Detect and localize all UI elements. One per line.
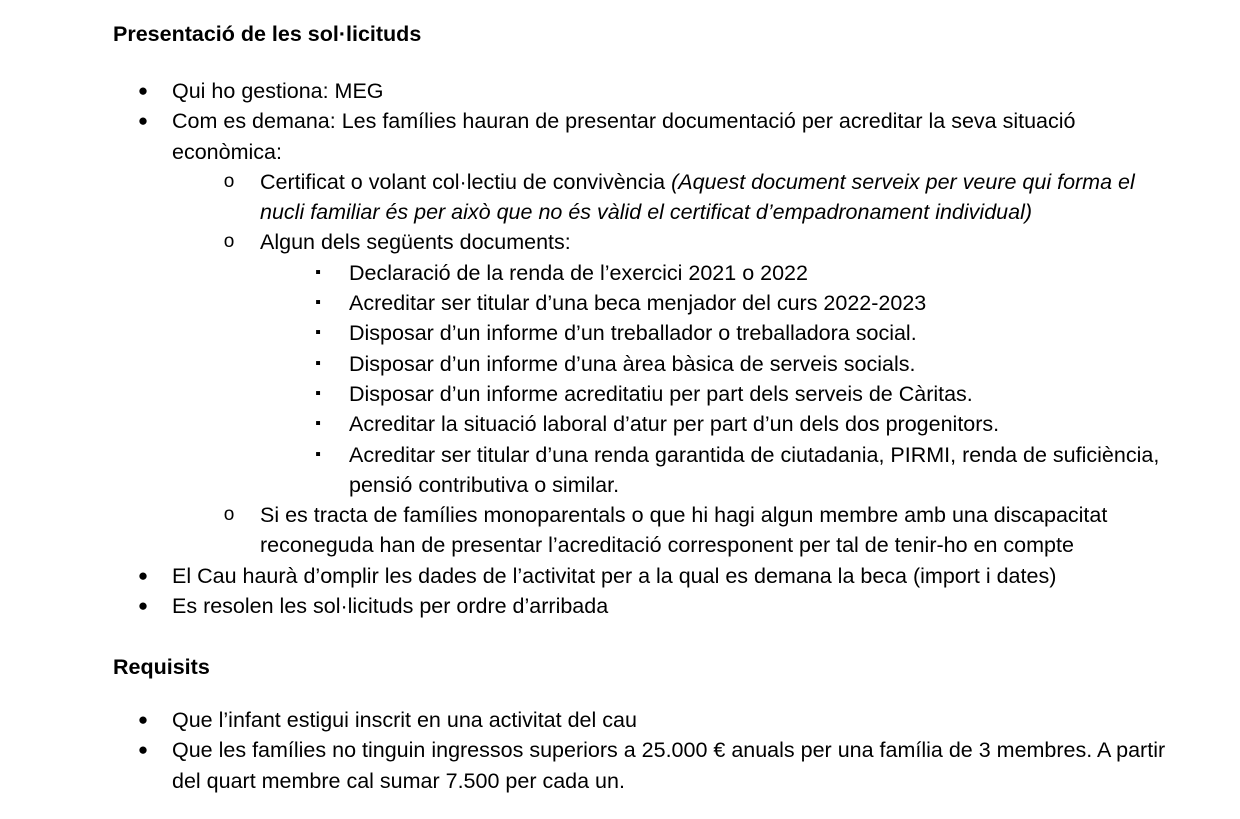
sublist-item-text: Algun dels següents documents: <box>260 230 571 255</box>
square-bullet-icon: ▪ <box>315 263 321 281</box>
list-item-text: Qui ho gestiona: MEG <box>172 79 384 103</box>
sublist-item <box>223 167 1182 228</box>
square-bullet-icon: ▪ <box>315 415 321 433</box>
document-item <box>315 258 1182 288</box>
bullet-icon: ● <box>137 740 149 760</box>
square-bullet-icon: ▪ <box>315 445 321 463</box>
sublist-item <box>223 500 1182 561</box>
bullet-icon: ● <box>137 596 149 616</box>
list-item-text: El Cau haurà d’omplir les dades de l’activitat per a la qual es demana la beca (import i dates) <box>172 563 1057 588</box>
documents-list <box>315 258 1182 500</box>
list-item <box>137 76 1182 106</box>
document-item-text: Acreditar la situació laboral d’atur per part d’un dels dos progenitors. <box>349 412 1000 437</box>
square-bullet-icon: ▪ <box>315 294 321 312</box>
sublist-item-note: (Aquest document serveix per veure qui forma el nucli familiar és per això que no és vàlid el certificat d’empadronament individual) <box>260 169 1135 225</box>
presentacio-list <box>137 76 1182 621</box>
bullet-icon: ● <box>137 111 149 131</box>
circle-bullet-icon: o <box>223 504 235 526</box>
sublist-item-text: Si es tracta de famílies monoparentals o que hi hagi algun membre amb una discapacitat reconeguda han de presentar l’acreditació corresponent per tal de tenir-ho en compte <box>260 503 1108 558</box>
list-item <box>137 106 1182 560</box>
square-bullet-icon: ▪ <box>315 384 321 402</box>
document-item <box>315 379 1182 409</box>
list-item <box>137 561 1182 591</box>
list-item <box>137 735 1182 796</box>
sublist-item-text: Certificat o volant col·lectiu de convivència <box>260 169 672 194</box>
document-item-text: Acreditar ser titular d’una beca menjador del curs 2022-2023 <box>349 291 927 316</box>
document-item-text: Disposar d’un informe d’una àrea bàsica de serveis socials. <box>349 351 916 376</box>
document-item-text: Disposar d’un informe acreditatiu per part dels serveis de Càritas. <box>349 381 973 406</box>
document-item <box>315 318 1182 348</box>
list-item <box>137 705 1182 735</box>
list-item-text: Es resolen les sol·licituds per ordre d’arribada <box>172 594 609 619</box>
list-item-text: Com es demana: Les famílies hauran de presentar documentació per acreditar la seva situació econòmica: <box>172 109 1076 164</box>
square-bullet-icon: ▪ <box>315 354 321 372</box>
document-item <box>315 349 1182 379</box>
bullet-icon: ● <box>137 710 149 729</box>
requisits-list <box>137 705 1182 796</box>
square-bullet-icon: ▪ <box>315 324 321 342</box>
document-item <box>315 409 1182 439</box>
section-heading-requisits: Requisits <box>113 655 210 679</box>
list-item-text: Que l’infant estigui inscrit en una activitat del cau <box>172 708 637 732</box>
bullet-icon: ● <box>137 81 149 100</box>
sublist <box>223 167 1182 561</box>
bullet-icon: ● <box>137 565 149 585</box>
section-heading-presentacio: Presentació de les sol·licituds <box>113 22 422 46</box>
document-item-text: Declaració de la renda de l’exercici 2021 o 2022 <box>349 260 808 285</box>
document-item <box>315 288 1182 318</box>
document-item <box>315 440 1182 501</box>
list-item-text: Que les famílies no tinguin ingressos superiors a 25.000 € anuals per una família de 3 membres. A partir del quart membre cal sumar 7.500 per cada un. <box>172 738 1166 793</box>
document-item-text: Acreditar ser titular d’una renda garantida de ciutadania, PIRMI, renda de suficiència, pensió contributiva o similar. <box>349 442 1160 497</box>
list-item <box>137 591 1182 621</box>
document-item-text: Disposar d’un informe d’un treballador o treballadora social. <box>349 321 917 346</box>
circle-bullet-icon: o <box>223 170 235 192</box>
sublist-item <box>223 227 1182 500</box>
circle-bullet-icon: o <box>223 231 235 253</box>
